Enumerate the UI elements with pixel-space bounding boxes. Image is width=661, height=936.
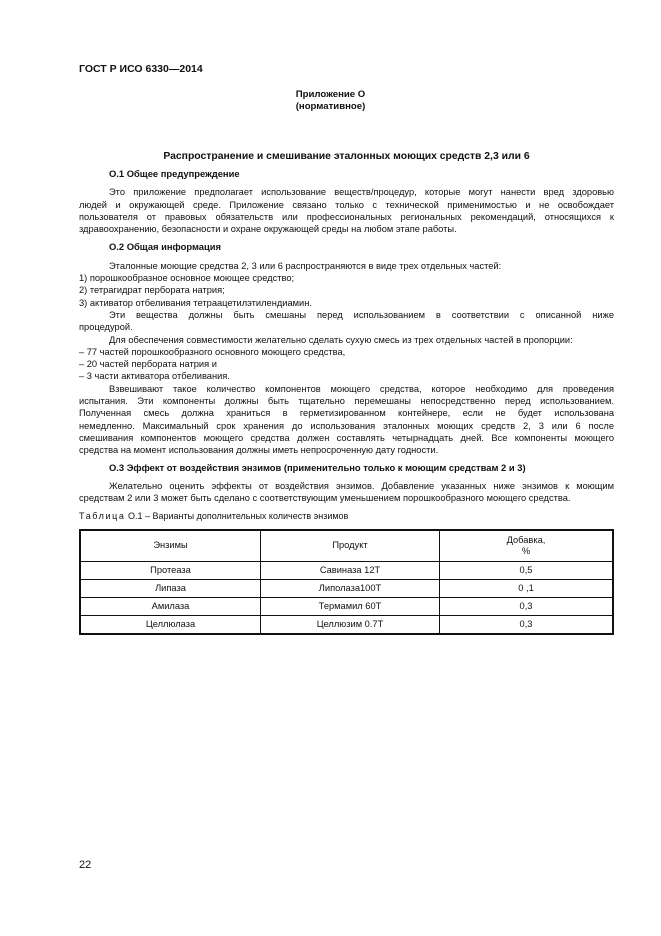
document-body [79,168,614,635]
annex-status: (нормативное) [295,101,366,112]
table-row [80,615,613,634]
column-header-enzymes: Энзимы [80,530,261,562]
paragraph-line: средства на момент использования должны иметь непросроченную дату годности. [79,445,439,456]
mix-paragraph [79,309,614,334]
ratio-item: – 3 части активатора отбеливания. [79,371,230,382]
column-header-product: Продукт [261,530,440,562]
page-number: 22 [79,859,92,871]
ratio-item: – 77 частей порошкообразного основного моющего средства, [79,346,346,357]
enzyme-cell: Амилаза [80,597,261,615]
paragraph-line: Это приложение предполагает использование веществ/процедур, которые могут нанести вред здоровью [109,187,614,198]
additive-cell: 0 ,1 [440,579,614,597]
section-heading-o3: О.3 Эффект от воздействия энзимов (применительно только к моющим средствам 2 и 3) [109,461,526,473]
table-caption-text: О.1 – Варианты дополнительных количеств энзимов [125,511,349,522]
paragraph-line: средствам 2 или 3 может быть сделано с соответствующим уменьшением порошкообразного моющего средства. [79,493,571,504]
section-o2-intro: Эталонные моющие средства 2, 3 или 6 распространяются в виде трех отдельных частей: [109,260,502,271]
column-header-additive [440,530,614,562]
paragraph-line: пользователя от правовых обязательств или профессиональных региональных рекомендаций, относящихся к [79,211,614,222]
annex-title: Приложение О [295,89,366,100]
additive-header-label: Добавка, [506,534,546,545]
enzyme-cell: Липаза [80,579,261,597]
part-item: 1) порошкообразное основное моющее средство; [79,273,295,284]
table-row [80,579,613,597]
paragraph-line: здравоохранению, безопасности и охране окружающей среды на любом этапе работы. [79,224,457,235]
part-item: 3) активатор отбеливания тетраацетилэтилендиамин. [79,297,312,308]
document-code: ГОСТ Р ИСО 6330—2014 [79,63,203,75]
section-heading-o2: О.2 Общая информация [109,241,221,253]
section-o1-paragraph [79,186,614,235]
paragraph-line: процедурой. [79,322,133,333]
table-caption [79,510,614,522]
ratio-intro: Для обеспечения совместимости желательно сделать сухую смесь из трех отдельных частей в пропорции: [109,334,573,345]
ratio-item: – 20 частей пербората натрия и [79,359,217,370]
additive-header-unit: % [521,545,531,556]
additive-cell: 0,5 [440,561,614,579]
enzymes-table [79,529,614,635]
additive-cell: 0,3 [440,597,614,615]
product-cell: Термамил 60Т [261,597,440,615]
weigh-paragraph [79,383,614,457]
paragraph-line: смешивания компонентов моющего средства должен составлять четырнадцать дней. Все компоненты моющего [79,432,614,443]
paragraph-line: испытания. Эти компоненты должны быть тщательно перемешаны непосредственно перед использованием. [79,396,614,407]
annex-heading [0,89,661,113]
table-header-row [80,530,613,562]
enzyme-cell: Протеаза [80,561,261,579]
paragraph-line: Взвешивают такое количество компонентов моющего средства, которое необходимо для проведения [109,383,614,394]
part-item: 2) тетрагидрат пербората натрия; [79,285,225,296]
annex-main-title: Распространение и смешивание эталонных моющих средств 2,3 или 6 [163,151,530,162]
section-heading-o1: О.1 Общее предупреждение [109,168,240,179]
paragraph-line: людей и окружающей среде. Приложение связано только с технической применимостью и не освобождает [79,199,614,210]
product-cell: Целлюзим 0.7Т [261,615,440,634]
paragraph-line: Желательно оценить эффекты от воздействия энзимов. Добавление указанных ниже энзимов к моющим [109,480,614,491]
product-cell: Савиназа 12Т [261,561,440,579]
paragraph-line: немедленно. Максимальный срок хранения до использования эталонных моющих средств 2, 3 или 6 после [79,420,614,431]
table-caption-prefix: Таблица [79,511,126,522]
product-cell: Липолаза100Т [261,579,440,597]
section-o3-paragraph [79,480,614,505]
additive-cell: 0,3 [440,615,614,634]
enzyme-cell: Целлюлаза [80,615,261,634]
table-row [80,561,613,579]
paragraph-line: Эти вещества должны быть смешаны перед использованием в соответствии с описанной ниже [109,309,614,320]
paragraph-line: Полученная смесь должна храниться в герметизированном контейнере, если не будет использована [79,408,614,419]
table-row [80,597,613,615]
